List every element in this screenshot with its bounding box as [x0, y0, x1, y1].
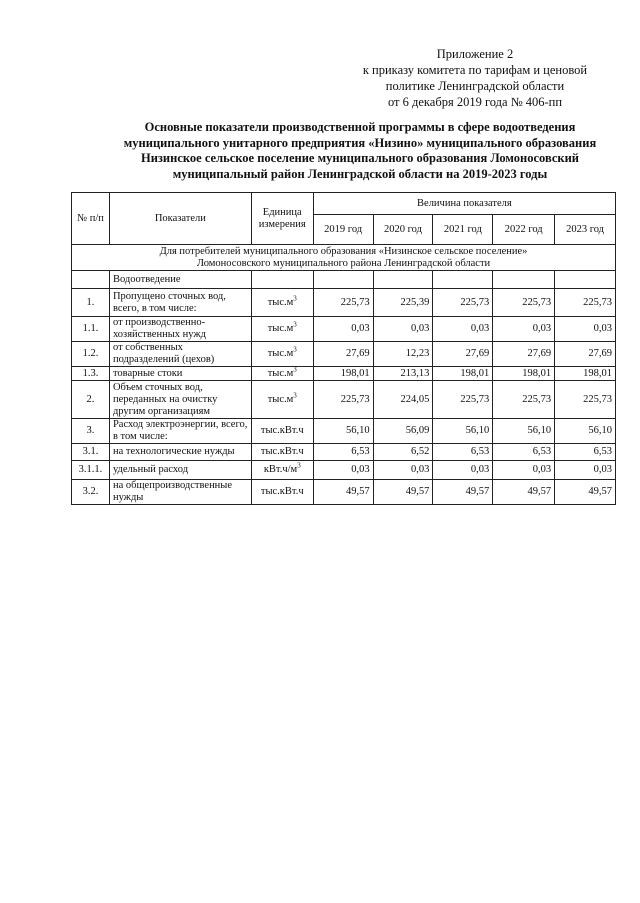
- row-value-cell: 0,03: [313, 317, 373, 342]
- row-value-cell: 27,69: [555, 342, 616, 367]
- row-value-cell: 49,57: [433, 480, 493, 505]
- row-unit-text: тыс.м: [267, 296, 294, 308]
- header-unit: Единица измерения: [251, 193, 313, 245]
- empty-cell: [373, 271, 433, 289]
- row-num: 1.: [72, 289, 110, 317]
- row-indicator-name: от производственно-хозяйственных нужд: [109, 317, 251, 342]
- row-value-cell: 213,13: [373, 367, 433, 381]
- row-unit-superscript: 3: [293, 345, 297, 354]
- row-unit-text: кВт.ч/м: [263, 464, 298, 475]
- appendix-block: [340, 46, 610, 110]
- row-value-cell: 56,10: [313, 419, 373, 444]
- empty-cell: [433, 271, 493, 289]
- row-value-cell: 49,57: [493, 480, 555, 505]
- row-value-cell: 56,09: [373, 419, 433, 444]
- group-row-line: Для потребителей муниципального образования «Низинское сельское поселение»: [159, 245, 528, 257]
- row-unit: [251, 444, 313, 461]
- table-row: [72, 367, 616, 381]
- row-unit-text: тыс.м: [267, 393, 294, 405]
- table-row: [72, 289, 616, 317]
- row-value-cell: 225,73: [555, 381, 616, 419]
- row-unit-superscript: 3: [293, 320, 297, 329]
- row-value-cell: 225,73: [433, 289, 493, 317]
- header-year: 2023 год: [555, 215, 616, 245]
- row-indicator-name: товарные стоки: [109, 367, 251, 381]
- empty-cell: [251, 271, 313, 289]
- row-num: 1.1.: [72, 317, 110, 342]
- empty-cell: [313, 271, 373, 289]
- section-label: Водоотведение: [109, 271, 251, 289]
- row-value-cell: 225,73: [493, 381, 555, 419]
- appendix-line: к приказу комитета по тарифам и ценовой: [362, 63, 588, 77]
- row-value-cell: 49,57: [555, 480, 616, 505]
- row-unit-superscript: 3: [293, 294, 297, 302]
- row-unit-text: тыс.кВт.ч: [260, 486, 304, 497]
- row-value-cell: 0,03: [433, 461, 493, 480]
- row-value-cell: 49,57: [373, 480, 433, 505]
- row-value-cell: 225,73: [313, 381, 373, 419]
- row-value-cell: 198,01: [313, 367, 373, 381]
- header-value-group: Величина показателя: [313, 193, 615, 215]
- row-unit: [251, 342, 313, 367]
- row-value-cell: 6,53: [433, 444, 493, 461]
- row-num: 3.1.1.: [72, 461, 110, 480]
- header-indicators: Показатели: [109, 193, 251, 245]
- row-value-cell: 6,53: [313, 444, 373, 461]
- empty-cell: [493, 271, 555, 289]
- row-unit-text: тыс.м: [267, 348, 294, 359]
- table-row: [72, 381, 616, 419]
- table-row: [72, 480, 616, 505]
- row-value-cell: 6,52: [373, 444, 433, 461]
- row-value-cell: 0,03: [493, 317, 555, 342]
- row-value-cell: 12,23: [373, 342, 433, 367]
- appendix-line: от 6 декабря 2019 года № 406-пп: [387, 95, 563, 109]
- row-indicator-name: Объем сточных вод, переданных на очистку другим организациям: [109, 381, 251, 419]
- row-value-cell: 56,10: [555, 419, 616, 444]
- row-value-cell: 27,69: [433, 342, 493, 367]
- table-row: [72, 317, 616, 342]
- row-value-cell: 0,03: [555, 317, 616, 342]
- group-row-line: Ломоносовского муниципального района Ленинградской области: [196, 257, 491, 269]
- empty-cell: [555, 271, 616, 289]
- header-year: 2020 год: [373, 215, 433, 245]
- title-line: муниципальный район Ленинградской области на 2019-2023 годы: [172, 166, 548, 181]
- section-num-cell: [72, 271, 110, 289]
- row-value-cell: 0,03: [373, 317, 433, 342]
- row-unit-text: тыс.кВт.ч: [260, 425, 304, 436]
- row-num: 2.: [72, 381, 110, 419]
- document-title: [100, 120, 620, 182]
- row-value-cell: 0,03: [555, 461, 616, 480]
- title-line: Основные показатели производственной программы в сфере водоотведения: [144, 120, 576, 134]
- row-value-cell: 0,03: [493, 461, 555, 480]
- table-row: [72, 419, 616, 444]
- row-unit: [251, 317, 313, 342]
- row-value-cell: 6,53: [493, 444, 555, 461]
- table-row: [72, 444, 616, 461]
- row-unit-superscript: 3: [293, 391, 297, 399]
- row-num: 1.3.: [72, 367, 110, 381]
- row-value-cell: 198,01: [555, 367, 616, 381]
- row-num: 1.2.: [72, 342, 110, 367]
- row-indicator-name: Расход электроэнергии, всего, в том числе:: [109, 419, 251, 444]
- header-year: 2021 год: [433, 215, 493, 245]
- row-num: 3.1.: [72, 444, 110, 461]
- row-unit-text: тыс.м: [267, 323, 294, 334]
- row-value-cell: 56,10: [433, 419, 493, 444]
- row-unit-superscript: 3: [293, 365, 297, 373]
- row-value-cell: 0,03: [313, 461, 373, 480]
- row-value-cell: 0,03: [373, 461, 433, 480]
- row-unit: [251, 480, 313, 505]
- row-value-cell: 225,73: [493, 289, 555, 317]
- table-row: [72, 461, 616, 480]
- indicators-table: [71, 192, 616, 505]
- row-value-cell: 56,10: [493, 419, 555, 444]
- row-unit: [251, 289, 313, 317]
- row-indicator-name: Пропущено сточных вод, всего, в том числе:: [109, 289, 251, 317]
- row-value-cell: 198,01: [493, 367, 555, 381]
- row-unit: [251, 419, 313, 444]
- row-value-cell: 0,03: [433, 317, 493, 342]
- header-num: № п/п: [72, 193, 110, 245]
- row-value-cell: 225,73: [555, 289, 616, 317]
- row-indicator-name: удельный расход: [109, 461, 251, 480]
- title-line: Низинское сельское поселение муниципального образования Ломоносовский: [140, 151, 580, 165]
- appendix-line: политике Ленинградской области: [385, 79, 565, 93]
- row-value-cell: 225,73: [433, 381, 493, 419]
- row-unit-text: тыс.кВт.ч: [260, 446, 304, 457]
- title-line: муниципального унитарного предприятия «Низино» муниципального образования: [123, 135, 597, 150]
- table-row: [72, 342, 616, 367]
- appendix-line: Приложение 2: [436, 47, 514, 61]
- row-indicator-name: на общепроизводственные нужды: [109, 480, 251, 505]
- row-num: 3.2.: [72, 480, 110, 505]
- row-value-cell: 49,57: [313, 480, 373, 505]
- row-value-cell: 27,69: [493, 342, 555, 367]
- row-unit: [251, 367, 313, 381]
- row-value-cell: 6,53: [555, 444, 616, 461]
- group-row: [72, 245, 616, 271]
- row-unit: [251, 381, 313, 419]
- row-unit: [251, 461, 313, 480]
- row-value-cell: 225,73: [313, 289, 373, 317]
- row-unit-text: тыс.м: [267, 367, 294, 379]
- row-indicator-name: от собственных подразделений (цехов): [109, 342, 251, 367]
- header-year: 2019 год: [313, 215, 373, 245]
- row-num: 3.: [72, 419, 110, 444]
- row-value-cell: 224,05: [373, 381, 433, 419]
- row-indicator-name: на технологические нужды: [109, 444, 251, 461]
- row-value-cell: 225,39: [373, 289, 433, 317]
- row-value-cell: 27,69: [313, 342, 373, 367]
- row-unit-superscript: 3: [297, 461, 301, 470]
- header-year: 2022 год: [493, 215, 555, 245]
- row-value-cell: 198,01: [433, 367, 493, 381]
